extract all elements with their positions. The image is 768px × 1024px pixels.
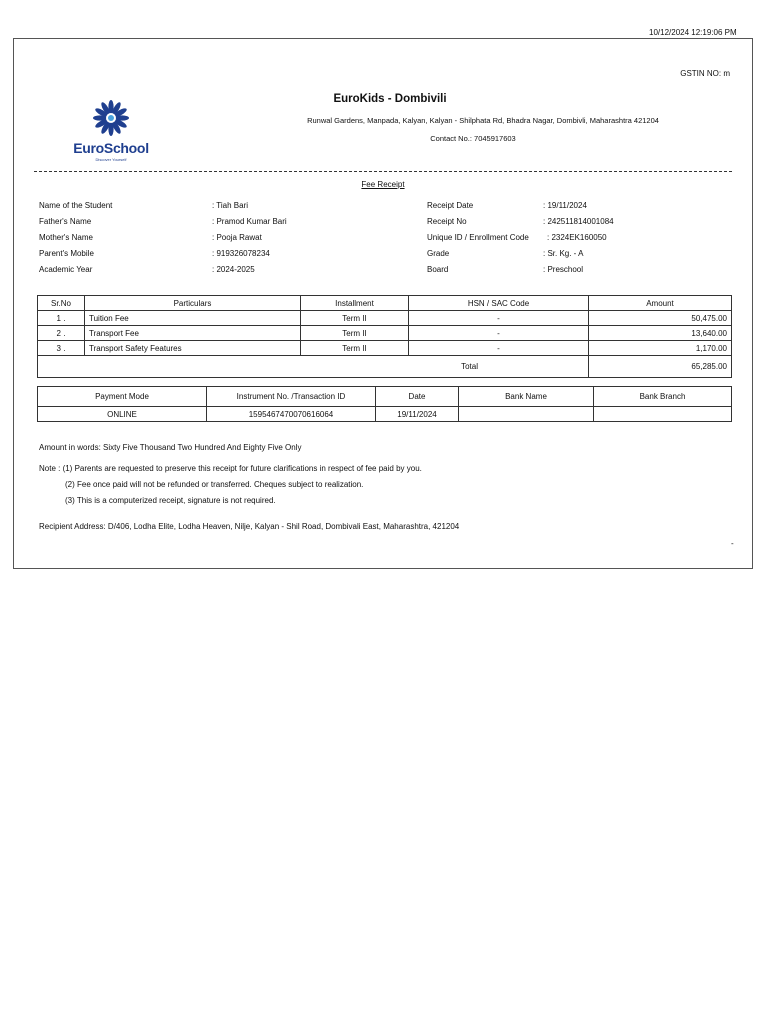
fee-table xyxy=(37,295,732,378)
note-line: Note : (1) Parents are requested to preserve this receipt for future clarifications in respect of fee paid by you. xyxy=(39,464,422,473)
installment-cell: Term II xyxy=(301,311,409,326)
info-value: : Pramod Kumar Bari xyxy=(212,217,287,226)
info-label: Receipt No xyxy=(427,217,467,226)
trailing-mark: - xyxy=(731,539,734,548)
info-label: Name of the Student xyxy=(39,201,113,210)
column-header: Amount xyxy=(589,296,732,311)
amount-in-words: Amount in words: Sixty Five Thousand Two Hundred And Eighty Five Only xyxy=(39,443,302,452)
hsn-cell: - xyxy=(409,341,589,356)
logo-tagline: Discover Yourself xyxy=(95,157,127,162)
sr-cell: 3 . xyxy=(38,341,85,356)
school-address: Runwal Gardens, Manpada, Kalyan, Kalyan - Shilphata Rd, Bhadra Nagar, Dombivli, Maharashtra 421204 xyxy=(307,116,659,125)
info-value: : 242511814001084 xyxy=(543,217,614,226)
header-divider xyxy=(34,171,732,172)
info-value: : Sr. Kg. - A xyxy=(543,249,584,258)
info-label: Mother's Name xyxy=(39,233,93,242)
table-row xyxy=(38,341,732,356)
particular-cell: Transport Fee xyxy=(85,326,301,341)
info-label: Grade xyxy=(427,249,450,258)
column-header: Bank Name xyxy=(459,387,594,407)
column-header: Sr.No xyxy=(38,296,85,311)
print-timestamp: 10/12/2024 12:19:06 PM xyxy=(649,28,737,37)
particular-cell: Tuition Fee xyxy=(85,311,301,326)
total-label: Total xyxy=(38,356,589,378)
info-label: Academic Year xyxy=(39,265,93,274)
column-header: Bank Branch xyxy=(594,387,732,407)
column-header: HSN / SAC Code xyxy=(409,296,589,311)
amount-cell: 50,475.00 xyxy=(589,311,732,326)
table-row xyxy=(38,311,732,326)
installment-cell: Term II xyxy=(301,326,409,341)
column-header: Installment xyxy=(301,296,409,311)
payment-table xyxy=(37,386,732,422)
payment-mode-cell: ONLINE xyxy=(38,407,207,422)
column-header: Particulars xyxy=(85,296,301,311)
info-label: Receipt Date xyxy=(427,201,474,210)
bank-name-cell xyxy=(459,407,594,422)
table-row xyxy=(38,407,732,422)
info-value: : 919326078234 xyxy=(212,249,270,258)
bank-branch-cell xyxy=(594,407,732,422)
receipt-frame xyxy=(13,38,753,569)
info-value: : 19/11/2024 xyxy=(543,201,587,210)
recipient-address: Recipient Address: D/406, Lodha Elite, Lodha Heaven, Nilje, Kalyan - Shil Road, Dombivali East, Maharashtra, 421204 xyxy=(39,522,460,531)
note-line: (2) Fee once paid will not be refunded or transferred. Cheques subject to realization. xyxy=(65,480,364,489)
note-line: (3) This is a computerized receipt, signature is not required. xyxy=(65,496,276,505)
euroschool-logo xyxy=(66,97,156,167)
info-label: Unique ID / Enrollment Code xyxy=(427,233,529,242)
info-value: : Tiah Bari xyxy=(212,201,249,210)
info-label: Father's Name xyxy=(39,217,92,226)
amount-cell: 1,170.00 xyxy=(589,341,732,356)
info-value: : Pooja Rawat xyxy=(212,233,262,242)
info-value: : 2024-2025 xyxy=(212,265,255,274)
hsn-cell: - xyxy=(409,311,589,326)
info-value: : 2324EK160050 xyxy=(547,233,607,242)
hsn-cell: - xyxy=(409,326,589,341)
column-header: Date xyxy=(376,387,459,407)
info-value: : Preschool xyxy=(543,265,584,274)
installment-cell: Term II xyxy=(301,341,409,356)
total-amount: 65,285.00 xyxy=(589,356,732,378)
table-row xyxy=(38,326,732,341)
column-header: Payment Mode xyxy=(38,387,207,407)
info-label: Parent's Mobile xyxy=(39,249,94,258)
school-name: EuroKids - Dombivili xyxy=(333,93,447,105)
amount-cell: 13,640.00 xyxy=(589,326,732,341)
sr-cell: 1 . xyxy=(38,311,85,326)
total-row xyxy=(38,356,732,378)
particular-cell: Transport Safety Features xyxy=(85,341,301,356)
gstin-number: GSTIN NO: m xyxy=(680,69,730,78)
instrument-cell: 1595467470070616064 xyxy=(207,407,376,422)
logo-wordmark: EuroSchool xyxy=(73,140,149,156)
school-contact: Contact No.: 7045917603 xyxy=(430,134,516,143)
column-header: Instrument No. /Transaction ID xyxy=(207,387,376,407)
fee-table-header xyxy=(38,296,732,311)
info-label: Board xyxy=(427,265,449,274)
sr-cell: 2 . xyxy=(38,326,85,341)
payment-date-cell: 19/11/2024 xyxy=(376,407,459,422)
payment-table-header xyxy=(38,387,732,407)
receipt-title: Fee Receipt xyxy=(361,180,405,189)
